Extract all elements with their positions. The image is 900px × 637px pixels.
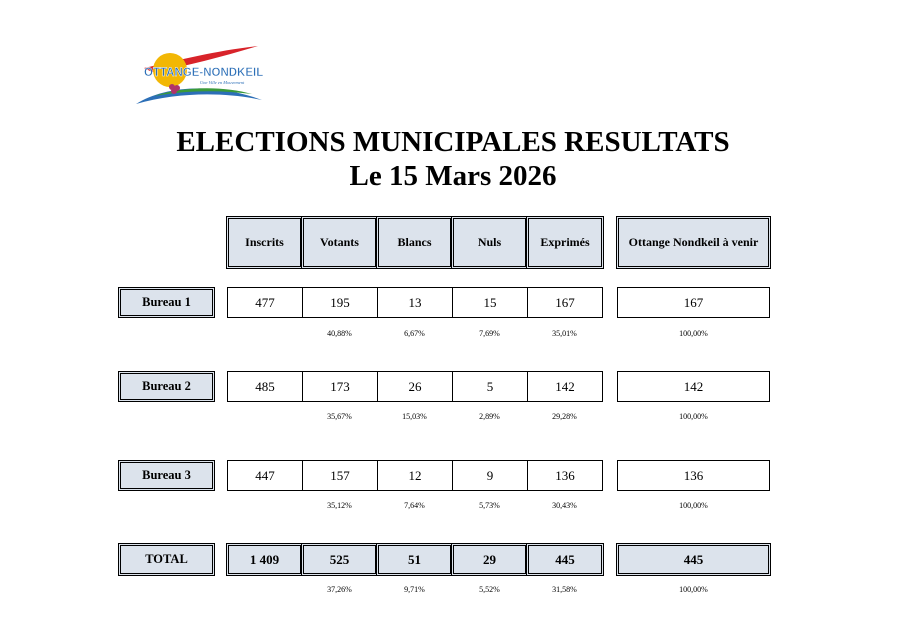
row-label-total: TOTAL <box>118 543 215 576</box>
cell-bureau3-inscrits: 447 <box>227 460 303 491</box>
cell-bureau2-blancs: 26 <box>377 371 453 402</box>
pct-bureau1-list: 100,00% <box>679 329 708 338</box>
cell-bureau2-inscrits: 485 <box>227 371 303 402</box>
cell-bureau3-votants: 157 <box>302 460 378 491</box>
pct-bureau2-blancs: 15,03% <box>402 412 427 421</box>
cell-bureau1-blancs: 13 <box>377 287 453 318</box>
pct-bureau1-votants: 40,88% <box>327 329 352 338</box>
pct-bureau2-nuls: 2,89% <box>479 412 500 421</box>
cell-bureau3-list: 136 <box>617 460 770 491</box>
row-label-bureau-2: Bureau 2 <box>118 371 215 402</box>
header-votants: Votants <box>301 216 378 269</box>
pct-total-list: 100,00% <box>679 585 708 594</box>
header-inscrits: Inscrits <box>226 216 303 269</box>
header-nuls: Nuls <box>451 216 528 269</box>
logo-wordmark: OTTANGE-NONDKEIL <box>144 67 264 79</box>
header-list-ottange-nondkeil: Ottange Nondkeil à venir <box>616 216 771 269</box>
pct-total-exprimes: 31,58% <box>552 585 577 594</box>
cell-total-list: 445 <box>616 543 771 576</box>
cell-bureau2-list: 142 <box>617 371 770 402</box>
header-exprimes: Exprimés <box>526 216 604 269</box>
cell-bureau1-exprimes: 167 <box>527 287 603 318</box>
cell-bureau3-nuls: 9 <box>452 460 528 491</box>
cell-total-votants: 525 <box>301 543 378 576</box>
cell-bureau1-inscrits: 477 <box>227 287 303 318</box>
cell-bureau3-blancs: 12 <box>377 460 453 491</box>
pct-bureau1-exprimes: 35,01% <box>552 329 577 338</box>
pct-bureau1-nuls: 7,69% <box>479 329 500 338</box>
pct-bureau3-blancs: 7,64% <box>404 501 425 510</box>
cell-bureau2-nuls: 5 <box>452 371 528 402</box>
cell-total-nuls: 29 <box>451 543 528 576</box>
pct-bureau3-nuls: 5,73% <box>479 501 500 510</box>
cell-bureau2-votants: 173 <box>302 371 378 402</box>
pct-total-nuls: 5,52% <box>479 585 500 594</box>
row-label-bureau-1: Bureau 1 <box>118 287 215 318</box>
cell-bureau3-exprimes: 136 <box>527 460 603 491</box>
town-logo <box>134 42 264 106</box>
page-title: ELECTIONS MUNICIPALES RESULTATS <box>176 126 730 158</box>
pct-bureau2-list: 100,00% <box>679 412 708 421</box>
header-blancs: Blancs <box>376 216 453 269</box>
cell-total-blancs: 51 <box>376 543 453 576</box>
cell-bureau1-list: 167 <box>617 287 770 318</box>
cell-bureau1-votants: 195 <box>302 287 378 318</box>
pct-total-blancs: 9,71% <box>404 585 425 594</box>
pct-bureau2-exprimes: 29,28% <box>552 412 577 421</box>
logo-tagline: Une Ville en Mouvement <box>200 80 245 85</box>
row-label-bureau-3: Bureau 3 <box>118 460 215 491</box>
page-subtitle-date: Le 15 Mars 2026 <box>349 160 557 192</box>
pct-bureau3-list: 100,00% <box>679 501 708 510</box>
cell-bureau1-nuls: 15 <box>452 287 528 318</box>
pct-bureau1-blancs: 6,67% <box>404 329 425 338</box>
cell-total-inscrits: 1 409 <box>226 543 303 576</box>
pct-bureau2-votants: 35,67% <box>327 412 352 421</box>
pct-total-votants: 37,26% <box>327 585 352 594</box>
pct-bureau3-exprimes: 30,43% <box>552 501 577 510</box>
cell-total-exprimes: 445 <box>526 543 604 576</box>
cell-bureau2-exprimes: 142 <box>527 371 603 402</box>
pct-bureau3-votants: 35,12% <box>327 501 352 510</box>
